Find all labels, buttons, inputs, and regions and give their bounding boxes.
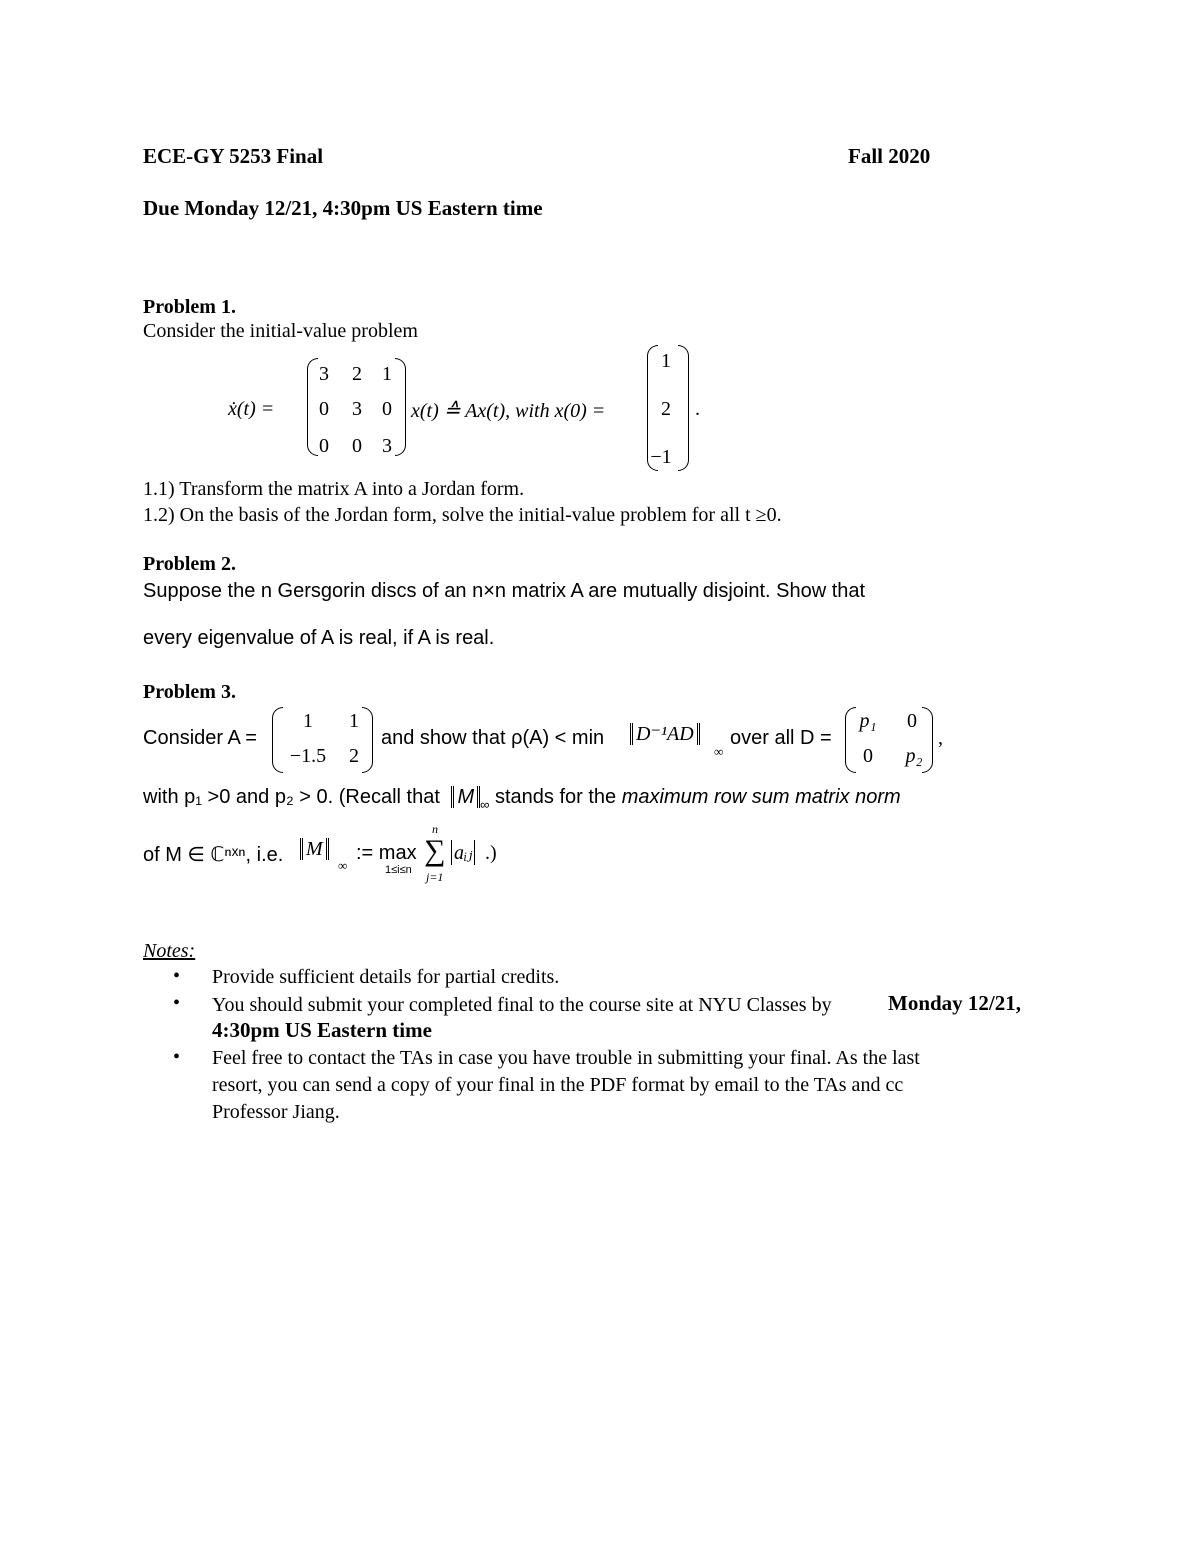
problem-3-over: over all D = — [730, 727, 832, 749]
abs-bars: aᵢⱼ — [451, 840, 475, 865]
problem-1-title: Problem 1. — [143, 296, 236, 318]
line-3-end: .) — [485, 842, 497, 864]
bullet-icon: • — [173, 1046, 181, 1068]
matrix-cell: 1 — [382, 363, 392, 385]
recall-prefix: with p₁ >0 and p₂ > 0. (Recall that — [143, 786, 440, 808]
norm-expression — [630, 723, 700, 746]
recall-italic: maximum row sum matrix norm — [621, 786, 901, 808]
matrix-cell: 0 — [907, 710, 917, 732]
bullet-icon: • — [173, 992, 181, 1014]
recall-middle: stands for the — [494, 786, 617, 808]
note-bold-time: 4:30pm US Eastern time — [212, 1018, 432, 1042]
problem-3-line-3-start: of M ∈ ℂⁿˣⁿ, i.e. — [143, 844, 284, 866]
ode-period: . — [695, 398, 700, 420]
problem-2-line-1: Suppose the n Gersgorin discs of an n×n matrix A are mutually disjoint. Show that — [143, 580, 866, 602]
problem-3-comma: , — [938, 727, 943, 749]
problem-2-title: Problem 2. — [143, 553, 236, 575]
matrix-cell: 1 — [349, 710, 359, 732]
note-text: You should submit your completed final to the course site at NYU Classes by — [212, 994, 832, 1016]
vector-cell: −1 — [650, 446, 672, 468]
ode-middle: x(t) ≙ Ax(t), with x(0) = — [411, 400, 606, 422]
problem-1-intro: Consider the initial-value problem — [143, 320, 418, 342]
sum-lower: j=1 — [426, 870, 444, 884]
note-bold-date: Monday 12/21, — [888, 991, 1022, 1015]
norm-bars: D⁻¹AD — [630, 723, 700, 745]
matrix-cell: 1 — [303, 710, 313, 732]
note-text-cont: Professor Jiang. — [212, 1101, 340, 1123]
vector-cell: 1 — [661, 350, 671, 372]
question-1-2: 1.2) On the basis of the Jordan form, solve the initial-value problem for all t ≥0. — [143, 504, 782, 526]
norm-m-2-subscript: ∞ — [338, 858, 348, 873]
sum-upper: n — [432, 822, 438, 836]
max-subscript: 1≤i≤n — [385, 864, 412, 876]
norm-subscript: ∞ — [714, 744, 724, 759]
problem-3-line-2 — [143, 786, 901, 812]
problem-2-line-2: every eigenvalue of A is real, if A is real. — [143, 627, 495, 649]
matrix-cell: 3 — [352, 398, 362, 420]
matrix-cell: p₂ — [905, 745, 923, 767]
problem-3-title: Problem 3. — [143, 681, 236, 703]
note-text: Feel free to contact the TAs in case you have trouble in submitting your final. As the last — [212, 1047, 920, 1069]
norm-m: M — [451, 786, 480, 808]
problem-3-show: and show that ρ(A) < min — [381, 727, 605, 749]
abs-aij — [451, 840, 475, 865]
norm-m-subscript: ∞ — [480, 797, 490, 812]
due-date: Due Monday 12/21, 4:30pm US Eastern time — [143, 196, 543, 220]
max-operator: := max — [356, 842, 417, 864]
question-1-1: 1.1) Transform the matrix A into a Jordan form. — [143, 478, 525, 500]
matrix-cell: p₁ — [859, 710, 877, 732]
norm-m-2: M — [300, 838, 329, 860]
sum-sign: ∑ — [424, 834, 446, 867]
matrix-cell: 0 — [863, 745, 873, 767]
matrix-cell: 0 — [319, 398, 329, 420]
matrix-cell: 0 — [382, 398, 392, 420]
ode-lhs: ẋ(t) = — [228, 398, 275, 420]
term: Fall 2020 — [848, 144, 931, 168]
note-text-cont: resort, you can send a copy of your final in the PDF format by email to the TAs and cc — [212, 1074, 904, 1096]
matrix-cell: 2 — [352, 363, 362, 385]
course-title: ECE-GY 5253 Final — [143, 144, 324, 168]
matrix-a2-left-paren — [272, 707, 283, 773]
problem-3-consider: Consider A = — [143, 727, 257, 749]
problem-3-norm-m-2 — [300, 838, 329, 861]
matrix-cell: −1.5 — [289, 745, 327, 767]
bullet-icon: • — [173, 965, 181, 987]
matrix-cell: 0 — [352, 435, 362, 457]
matrix-cell: 3 — [319, 363, 329, 385]
vector-cell: 2 — [661, 398, 671, 420]
notes-title: Notes: — [143, 940, 196, 962]
note-text: Provide sufficient details for partial credits. — [212, 966, 560, 988]
matrix-cell: 2 — [349, 745, 359, 767]
matrix-cell: 3 — [382, 435, 392, 457]
matrix-cell: 0 — [319, 435, 329, 457]
